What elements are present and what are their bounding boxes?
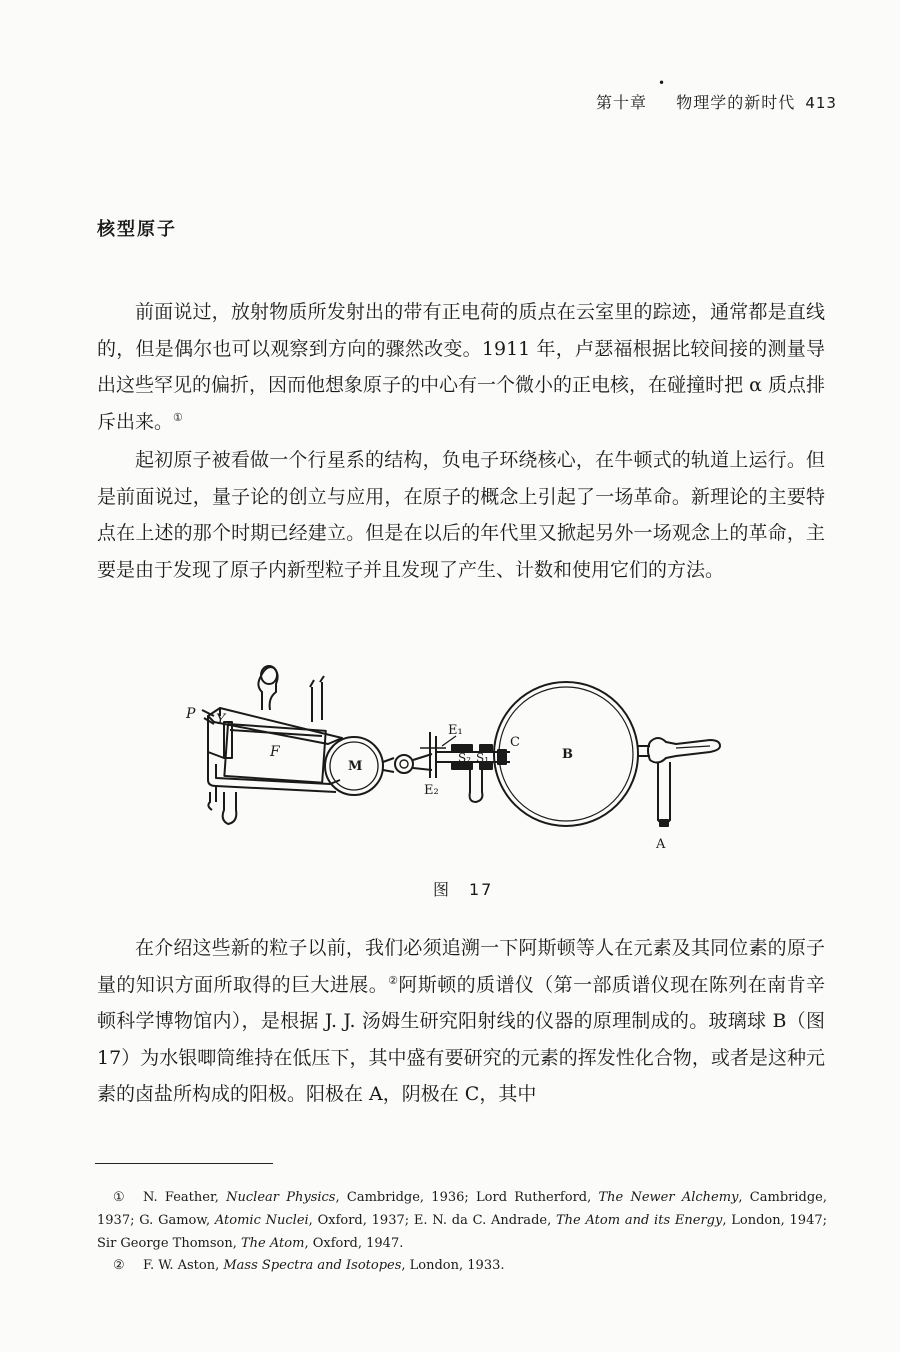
label-e2: E₂ (424, 783, 439, 798)
cited-title: The Atom (241, 1236, 305, 1251)
footnote-1-mark: ① (113, 1190, 125, 1205)
footnote-2-text (143, 1258, 505, 1273)
citation-text: , London, 1947; Sir George Thomson, (97, 1213, 827, 1251)
paragraph-1 (97, 294, 825, 440)
label-y: Y (216, 712, 226, 728)
footnote-1 (97, 1186, 827, 1255)
running-header (596, 76, 837, 113)
label-a: A (656, 837, 666, 852)
label-f: F (270, 744, 280, 760)
citation-text: , Cambridge, 1937; G. Gamow, (97, 1190, 827, 1228)
citation-text: N. Feather, (143, 1190, 227, 1205)
cited-title: Nuclear Physics (226, 1190, 336, 1205)
label-m: M (348, 759, 363, 774)
label-s2: S₂ (458, 751, 472, 765)
figure-caption: 图 17 (433, 880, 494, 899)
cited-title: Mass Spectra and Isotopes (223, 1258, 402, 1273)
paragraph-3 (97, 930, 825, 1113)
citation-text: , Oxford, 1947. (304, 1236, 404, 1251)
footnote-2 (97, 1254, 827, 1277)
label-e1: E₁ (448, 723, 463, 738)
citation-text: , Oxford, 1937; E. N. da C. Andrade, (308, 1213, 556, 1228)
citation-text: F. W. Aston, (143, 1258, 224, 1273)
paragraph-2 (97, 442, 825, 588)
citation-text: , Cambridge, 1936; Lord Rutherford, (335, 1190, 599, 1205)
mass-spectrograph-figure (180, 652, 740, 852)
chapter-title: 物理学的新时代 (676, 93, 796, 112)
label-p: P (186, 706, 196, 722)
section-title: 核型原子 (97, 219, 177, 240)
chapter-label: 第十章 (596, 93, 648, 112)
footnote-2-mark: ② (113, 1258, 125, 1273)
footnote-rule (95, 1163, 273, 1164)
paragraph-2-text: 起初原子被看做一个行星系的结构，负电子环绕核心，在牛顿式的轨道上运行。但是前面说过，量子论的创立与应用，在原子的概念上引起了一场革命。新理论的主要特点在上述的那个时期已经建立。但是在以后的年代里又掀起另外一场观念上的革命，主要是由于发现了原子内新型粒子并且发现了产生、计数和使用它们的方法。 (97, 449, 825, 581)
label-s1: S₁ (476, 751, 490, 765)
label-c: C (510, 735, 520, 750)
paragraph-3-text-a: 在介绍这些新的粒子以前，我们必须追溯一下阿斯顿等人在元素及其同位素的原子量的知识方面所取得的巨大进展。 (97, 937, 825, 996)
footnote-ref-1: ① (173, 410, 183, 424)
header-dot: • (658, 76, 667, 90)
cited-title: The Atom and its Energy (556, 1213, 723, 1228)
citation-text: , London, 1933. (401, 1258, 505, 1273)
footnote-1-text (97, 1190, 827, 1251)
paragraph-3-text-b: 阿斯顿的质谱仪（第一部质谱仪现在陈列在南肯辛顿科学博物馆内），是根据 J. J. 汤姆生研究阳射线的仪器的原理制成的。玻璃球 B（图 17）为水银唧筒维持在低压下，其中盛有要研究的元素的挥发性化合物，或者是这种元素的卤盐所构成的阳极。阳极在 A，阴极在 C，其中 (97, 973, 825, 1105)
cited-title: The Newer Alchemy (598, 1190, 739, 1205)
label-b: B (562, 747, 573, 762)
page-number: 413 (805, 94, 837, 112)
footnote-ref-2: ② (388, 973, 399, 987)
paragraph-1-text: 前面说过，放射物质所发射出的带有正电荷的质点在云室里的踪迹，通常都是直线的，但是偶尔也可以观察到方向的骤然改变。1911 年，卢瑟福根据比较间接的测量导出这些罕见的偏折，因而他想象原子的中心有一个微小的正电核，在碰撞时把 α 质点排斥出来。 (97, 301, 825, 433)
cited-title: Atomic Nuclei (214, 1213, 309, 1228)
